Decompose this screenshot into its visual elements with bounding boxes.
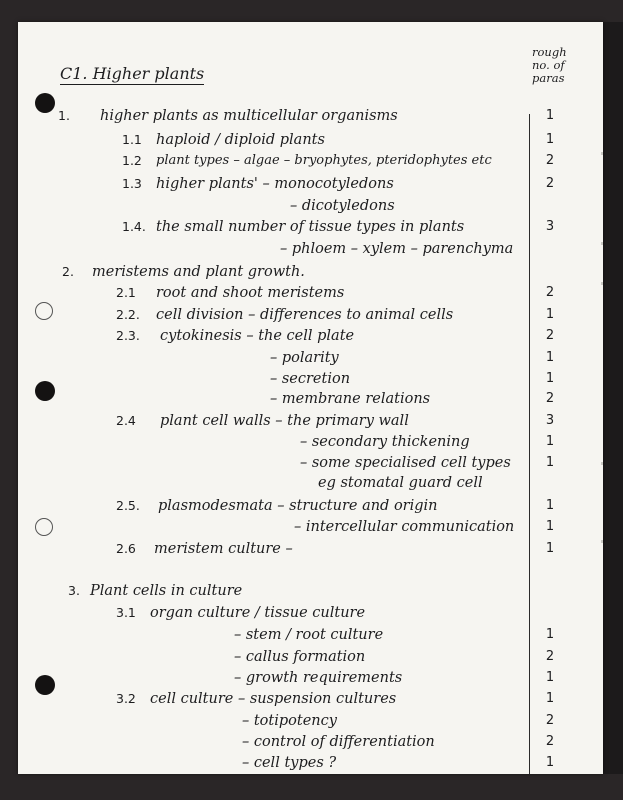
row-text: – growth requirements [234,670,403,686]
binder-edge [603,22,623,774]
row-paras: 2 [545,734,555,749]
row-num: 2. [62,264,74,279]
row-text: – secondary thickening [300,434,470,450]
punch-hole-icon [35,675,55,695]
row-paras: 3 [545,219,555,234]
row-text: plasmodesmata – structure and origin [158,498,438,514]
row-text: cell culture – suspension cultures [150,691,397,707]
row-paras: 2 [545,328,555,343]
row-num: 3.2 [116,691,136,706]
punch-hole-reinforced-icon [35,518,53,536]
row-text: – dicotyledons [290,198,395,214]
row-paras: 1 [545,371,555,386]
row-text: root and shoot meristems [156,285,345,301]
row-num: 3.1 [116,605,136,620]
row-paras: 2 [545,153,555,168]
row-paras: 1 [545,627,555,642]
row-num: 1.4. [122,219,146,234]
row-text: – callus formation [234,649,366,665]
row-paras: 1 [545,455,555,470]
row-num: 1.3 [122,176,142,191]
index-tab-marker [601,282,603,285]
punch-hole-icon [35,381,55,401]
handwritten-page [18,22,603,774]
row-text: plant cell walls – the primary wall [160,413,409,429]
column-header-line: rough [532,45,567,59]
row-num: 2.1 [116,285,136,300]
row-paras: 1 [545,691,555,706]
row-text: cytokinesis – the cell plate [160,328,355,344]
row-num: 3. [68,583,80,598]
row-text: – phloem – xylem – parenchyma [280,241,514,257]
row-paras: 2 [545,649,555,664]
row-num: 2.4 [116,413,136,428]
row-paras: 2 [545,285,555,300]
row-text: eg stomatal guard cell [318,475,483,491]
row-text: – some specialised cell types [300,455,511,471]
row-paras: 1 [545,307,555,322]
row-text: – totipotency [242,713,337,729]
row-num: 2.5. [116,498,140,513]
row-num: 1.2 [122,153,142,168]
row-paras: 1 [545,670,555,685]
row-paras: 1 [545,108,555,123]
column-header [532,46,567,85]
column-header-line: no. of [532,58,565,72]
row-paras: 1 [545,519,555,534]
row-num: 1.1 [122,132,142,147]
punch-hole-icon [35,93,55,113]
row-text: cell division – differences to animal cells [156,307,454,323]
row-text: meristem culture – [154,541,293,557]
row-text: haploid / diploid plants [156,132,325,148]
row-text: – polarity [270,350,339,366]
row-paras: 1 [545,755,555,770]
row-text: higher plants' – monocotyledons [156,176,394,192]
row-text: – cell types ? [242,755,337,771]
row-text: – secretion [270,371,351,387]
row-text: – membrane relations [270,391,431,407]
row-paras: 1 [545,498,555,513]
page-title: C1. Higher plants [60,64,205,83]
row-paras: 2 [545,713,555,728]
row-paras: 1 [545,434,555,449]
column-header-line: paras [532,71,565,85]
row-text: organ culture / tissue culture [150,605,366,621]
paras-column-rule [529,114,530,774]
row-num: 2.2. [116,307,140,322]
row-paras: 2 [545,391,555,406]
row-text: higher plants as multicellular organisms [100,108,398,124]
row-paras: 2 [545,176,555,191]
index-tab-marker [601,462,603,465]
row-paras: 1 [545,132,555,147]
punch-hole-reinforced-icon [35,302,53,320]
row-paras: 3 [545,413,555,428]
row-num: 1. [58,108,70,123]
row-text: – intercellular communication [294,519,515,535]
row-text: the small number of tissue types in plants [156,219,465,235]
index-tab-marker [601,540,603,543]
row-num: 2.3. [116,328,140,343]
row-text: plant types – algae – bryophytes, pteridophytes etc [156,153,492,168]
index-tab-marker [601,152,603,155]
row-text: meristems and plant growth. [92,264,305,280]
row-num: 2.6 [116,541,136,556]
row-paras: 1 [545,541,555,556]
row-paras: 1 [545,350,555,365]
index-tab-marker [601,242,603,245]
row-text: Plant cells in culture [90,583,243,599]
row-text: – control of differentiation [242,734,435,750]
row-text: – stem / root culture [234,627,384,643]
